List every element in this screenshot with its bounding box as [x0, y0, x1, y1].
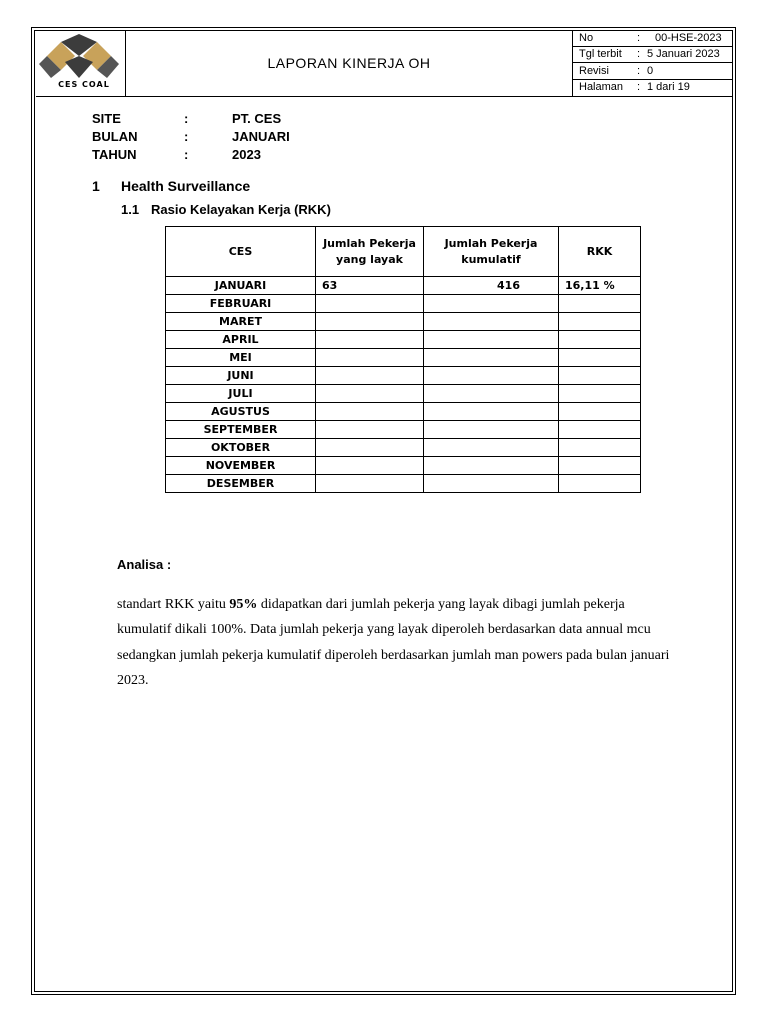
month-cell: JANUARI — [166, 277, 316, 295]
table-row — [166, 439, 641, 457]
table-cell — [316, 313, 424, 331]
table-cell — [316, 331, 424, 349]
table-cell — [559, 457, 641, 475]
meta-sep: : — [637, 81, 641, 94]
table-cell — [316, 367, 424, 385]
info-sep: : — [184, 128, 189, 144]
table-row — [166, 367, 641, 385]
table-row — [166, 457, 641, 475]
table-row — [166, 277, 641, 295]
meta-value: 1 dari 19 — [647, 81, 690, 94]
meta-sep: : — [637, 30, 645, 46]
table-cell — [316, 295, 424, 313]
table-row — [166, 385, 641, 403]
month-cell: OKTOBER — [166, 439, 316, 457]
table-cell — [424, 403, 559, 421]
table-cell — [559, 421, 641, 439]
table-header-row — [166, 227, 641, 277]
section-title: Health Surveillance — [121, 178, 251, 194]
table-cell — [316, 439, 424, 457]
info-sep: : — [184, 146, 189, 162]
analysis-heading: Analisa : — [117, 557, 172, 572]
subsection-heading — [121, 202, 331, 217]
section-heading — [92, 178, 250, 194]
month-cell: APRIL — [166, 331, 316, 349]
logo-cell — [36, 30, 126, 96]
info-row-tahun — [92, 145, 290, 163]
month-cell: JULI — [166, 385, 316, 403]
table-cell — [424, 331, 559, 349]
table-cell — [559, 385, 641, 403]
table-cell — [424, 385, 559, 403]
report-info — [92, 109, 290, 163]
table-row — [166, 313, 641, 331]
meta-row-no — [573, 30, 733, 46]
table-cell — [316, 475, 424, 493]
meta-label: Halaman — [579, 81, 624, 94]
table-cell — [316, 349, 424, 367]
table-cell — [559, 349, 641, 367]
table-cell — [559, 403, 641, 421]
info-value: 2023 — [232, 146, 261, 162]
table-cell — [316, 403, 424, 421]
table-cell: 416 — [424, 277, 559, 295]
info-value: JANUARI — [232, 128, 290, 144]
section-number: 1 — [92, 178, 100, 194]
month-cell: MEI — [166, 349, 316, 367]
meta-row-revisi — [573, 63, 733, 80]
month-cell: JUNI — [166, 367, 316, 385]
table-cell — [424, 457, 559, 475]
meta-row-halaman — [573, 79, 733, 95]
meta-sep: : — [637, 63, 645, 80]
table-cell — [424, 439, 559, 457]
table-row — [166, 403, 641, 421]
table-cell: 63 — [316, 277, 424, 295]
table-cell — [424, 313, 559, 331]
month-cell: SEPTEMBER — [166, 421, 316, 439]
column-header: RKK — [559, 227, 641, 277]
column-header: Jumlah Pekerja kumulatif — [424, 227, 559, 277]
meta-value: 00-HSE-2023 — [645, 30, 733, 46]
table-cell — [559, 475, 641, 493]
page-border-inner — [34, 30, 733, 992]
month-cell: NOVEMBER — [166, 457, 316, 475]
table-cell — [424, 475, 559, 493]
meta-label: No — [573, 30, 637, 46]
info-sep: : — [184, 110, 189, 126]
table-row — [166, 295, 641, 313]
info-row-bulan — [92, 127, 290, 145]
column-header: CES — [166, 227, 316, 277]
table-cell — [559, 331, 641, 349]
table-row — [166, 331, 641, 349]
meta-value: 0 — [645, 63, 733, 80]
info-label: SITE — [92, 110, 121, 126]
table-cell — [424, 349, 559, 367]
table-cell — [424, 367, 559, 385]
subsection-title: Rasio Kelayakan Kerja (RKK) — [151, 202, 331, 217]
table-cell — [559, 295, 641, 313]
meta-sep: : — [637, 46, 645, 63]
analysis-text-after: didapatkan dari jumlah pekerja yang layak dibagi jumlah pekerja kumulatif dikali 100%. Data jumlah pekerja yang layak diperoleh berdasarkan data annual mcu sedangkan jumlah pekerja kumulatif diperoleh berdasarkan jumlah man powers pada bulan januari 2023. — [117, 597, 670, 688]
table-cell: 16,11 % — [559, 277, 641, 295]
month-cell: FEBRUARI — [166, 295, 316, 313]
logo-text: CES COAL — [58, 80, 110, 89]
column-header: Jumlah Pekerja yang layak — [316, 227, 424, 277]
analysis-text-before: standart RKK yaitu — [117, 597, 230, 612]
table-cell — [316, 457, 424, 475]
table-cell — [559, 439, 641, 457]
meta-label: Revisi — [573, 63, 637, 80]
meta-value: 5 Januari 2023 — [645, 46, 733, 63]
table-cell — [424, 295, 559, 313]
table-row — [166, 475, 641, 493]
info-label: TAHUN — [92, 146, 137, 162]
report-title: LAPORAN KINERJA OH — [126, 30, 573, 96]
meta-row-tgl-terbit — [573, 46, 733, 63]
table-cell — [316, 421, 424, 439]
month-cell: AGUSTUS — [166, 403, 316, 421]
rkk-table — [165, 226, 641, 493]
meta-label: Tgl terbit — [573, 46, 637, 63]
table-cell — [559, 367, 641, 385]
ces-coal-logo — [39, 34, 119, 80]
table-row — [166, 421, 641, 439]
document-header — [36, 30, 733, 97]
table-cell — [559, 313, 641, 331]
table-cell — [424, 421, 559, 439]
analysis-paragraph — [117, 592, 677, 693]
table-row — [166, 349, 641, 367]
info-row-site — [92, 109, 290, 127]
info-label: BULAN — [92, 128, 138, 144]
month-cell: MARET — [166, 313, 316, 331]
subsection-number: 1.1 — [121, 202, 140, 217]
table-cell — [316, 385, 424, 403]
month-cell: DESEMBER — [166, 475, 316, 493]
document-meta-table — [573, 30, 733, 95]
analysis-highlight: 95% — [229, 597, 258, 612]
info-value: PT. CES — [232, 110, 282, 126]
